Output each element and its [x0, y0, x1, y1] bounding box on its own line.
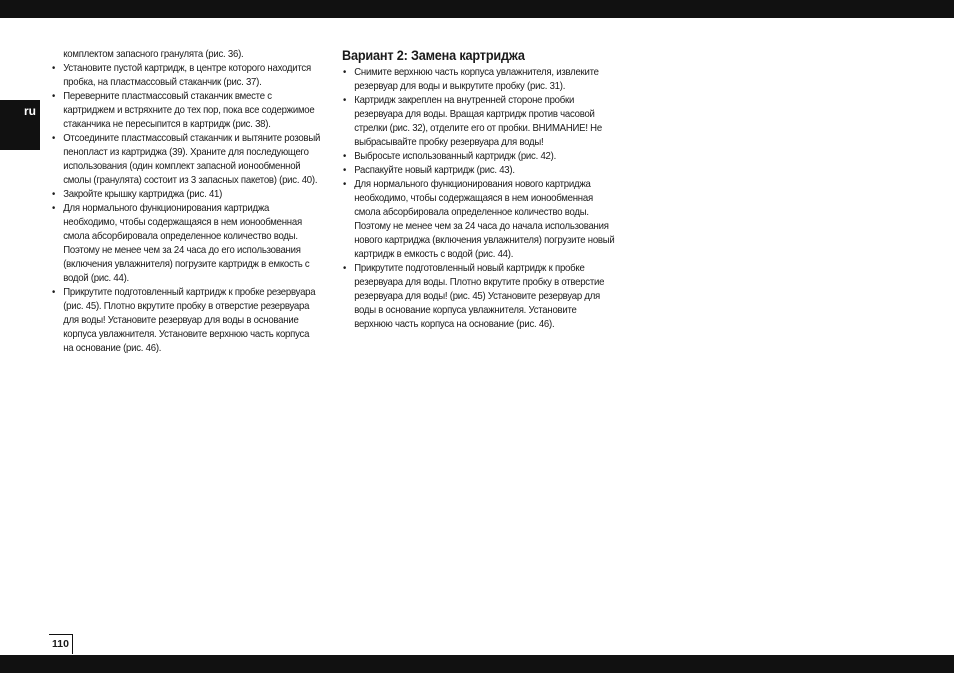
list-item: • Прикрутите подготовленный картридж к пробке резервуара (рис. 45). Плотно вкрутите пробку в отверстие резервуара для воды! Установите резервуар для воды в основание корпуса увлажнителя. Установите верхнюю часть корпуса на основание (рис. 46). [51, 286, 322, 356]
list-item: • Распакуйте новый картридж (рис. 43). [342, 164, 615, 178]
list-item: • Отсоедините пластмассовый стаканчик и вытяните розовый пенопласт из картриджа (39). Храните для последующего использования (один комплект запасной ионообменной смолы (гранулята) состоит из 3 запасных пакетов) (рис. 40). [51, 132, 322, 188]
list-item: • Картридж закреплен на внутренней стороне пробки резервуара для воды. Вращая картридж против часовой стрелки (рис. 32), отделите его от пробки. ВНИМАНИЕ! Не выбрасывайте пробку резервуара для воды! [342, 94, 615, 150]
left-column [51, 48, 322, 356]
list-item: • Снимите верхнюю часть корпуса увлажнителя, извлеките резервуар для воды и выкрутите пробку (рис. 31). [342, 66, 615, 94]
list-item: • Выбросьте использованный картридж (рис. 42). [342, 150, 615, 164]
list-item: • Для нормального функционирования картриджа необходимо, чтобы содержащаяся в нем ионообменная смола абсорбировала определенное количество воды. Поэтому не менее чем за 24 часа до его использования (включения увлажнителя) погрузите картридж в емкость с водой (рис. 44). [51, 202, 322, 286]
list-item: • Прикрутите подготовленный новый картридж к пробке резервуара для воды. Плотно вкрутите пробку в отверстие резервуара для воды! (рис. 45) Установите резервуар для воды в основание корпуса увлажнителя. Установите верхнюю часть корпуса на основание (рис. 46). [342, 262, 615, 332]
top-border-bar [0, 0, 954, 18]
list-item: комплектом запасного гранулята (рис. 36). [63, 49, 244, 60]
right-column [342, 48, 615, 332]
right-instruction-list [342, 66, 615, 332]
section-heading: Вариант 2: Замена картриджа [342, 48, 525, 63]
list-item: • Для нормального функционирования нового картриджа необходимо, чтобы содержащаяся в нем ионообменная смола абсорбировала определенное количество воды. Поэтому не менее чем за 24 часа до начала использования нового картриджа (включения увлажнителя) погрузите новый картридж в емкость с водой (рис. 44). [342, 178, 615, 262]
bottom-border-bar [0, 655, 954, 673]
list-item: • Переверните пластмассовый стаканчик вместе с картриджем и встряхните до тех пор, пока все содержимое стаканчика не пересыпится в картридж (рис. 38). [51, 90, 322, 132]
page-number: 110 [49, 634, 73, 654]
left-instruction-list [51, 48, 322, 356]
language-tab: ru [0, 100, 40, 150]
list-item: • Закройте крышку картриджа (рис. 41) [51, 188, 322, 202]
list-item: • Установите пустой картридж, в центре которого находится пробка, на пластмассовый стаканчик (рис. 37). [51, 62, 322, 90]
